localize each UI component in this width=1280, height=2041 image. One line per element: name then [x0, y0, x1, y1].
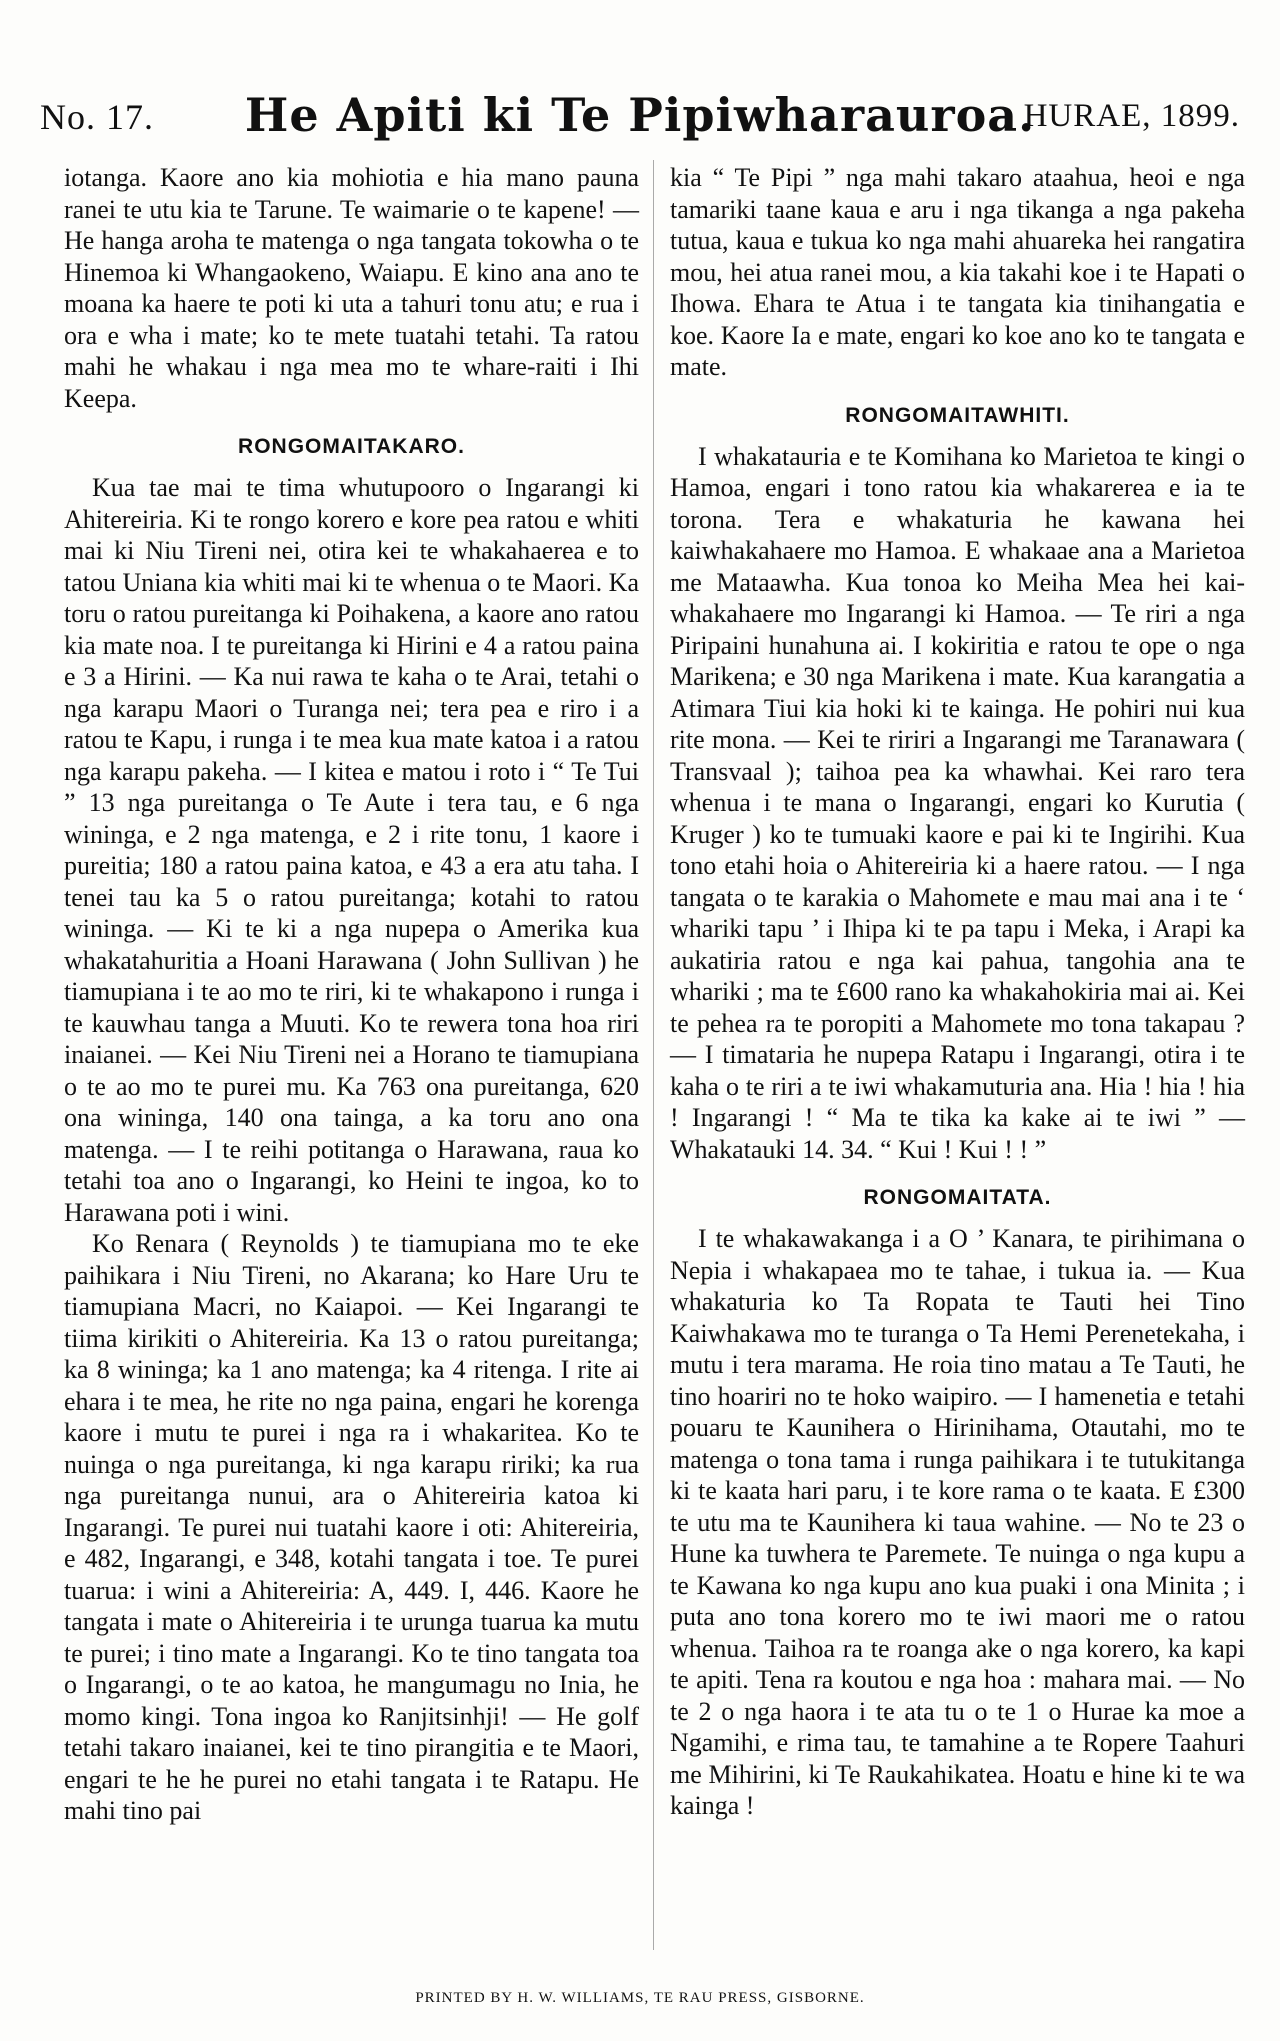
section-heading-rongomaitawhiti: RONGOMAITAWHITI.	[845, 403, 1070, 427]
issue-date: HURAE, 1899.	[1023, 98, 1240, 134]
right-column	[670, 162, 1245, 1820]
article-paragraph: Kua tae mai te tima whutupooro o Ingarangi ki Ahitereiria. Ki te rongo korero e kore pea ratou e whiti mai ki Niu Tireni nei, otira kei te whakahaerea e to tatou Uniana kia whiti mai ki te whenua o te Maori. Ka toru o ratou pureitanga ki Poihakena, a kaore ano ratou kia mate noa. I te pureitanga ki Hirini e 4 a ratou paina e 3 a Hirini. — Ka nui rawa te kaha o te Arai, tetahi o nga karapu Maori o Turanga nei; tera pea e riro i a ratou te Kapu, i runga i te mea kua mate katoa i a ratou nga karapu pakeha. — I kitea e matou i roto i “ Te Tui ” 13 nga pureitanga o Te Aute i tera tau, e 6 nga wininga, e 2 nga matenga, e 2 i rite tonu, 1 kaore i pureitia; 180 a ratou paina katoa, e 43 a era atu taha. I tenei tau ka 5 o ratou pureitanga; kotahi to ratou wininga. — Ki te ki a nga nupepa o Amerika kua whakatahuritia a Hoani Harawana ( John Sullivan ) he tiamupiana i te ao mo te riri, ki te whakapono i runga i te kauwhau tanga a Muuti. Ko te rewera tona hoa riri inaianei. — Kei Niu Tireni nei a Horano te tiamupiana o te ao mo te purei mu. Ka 763 ona pureitanga, 620 ona wininga, 140 ona tainga, a ka toru ano ona matenga. — I te reihi potitanga o Harawana, raua ko tetahi toa ano o Ingarangi, ko Heini te ingoa, ko to Harawana poti i wini.	[64, 473, 639, 1227]
newspaper-title: He Apiti ki Te Pipiwharauroa.	[244, 88, 1036, 142]
printer-imprint: PRINTED BY H. W. WILLIAMS, TE RAU PRESS, GISBORNE.	[415, 1990, 865, 2006]
masthead	[40, 88, 1240, 148]
section-heading-rongomaitakaro: RONGOMAITAKARO.	[238, 435, 465, 458]
article-paragraph: Ko Renara ( Reynolds ) te tiamupiana mo te eke paihikara i Niu Tireni, no Akarana; ko Hare Uru te tiamupiana Macri, no Kaiapoi. — Kei Ingarangi te tiima kirikiti o Ahitereiria. Ka 13 o ratou pureitanga; ka 8 wininga; ka 1 ano matenga; ka 4 ritenga. I rite ai ehara i te mea, he rite no nga paina, engari he korenga kaore i mutu te purei i nga ra i whakaritea. Ko te nuinga o nga pureitanga, ki nga karapu ririki; ka rua nga pureitanga nunui, ara o Ahitereiria katoa ki Ingarangi. Te purei nui tuatahi kaore i oti: Ahitereiria, e 482, Ingarangi, e 348, kotahi tangata i toe. Te purei tuarua: i wini a Ahitereiria: A, 449. I, 446. Kaore he tangata i mate o Ahitereiria i te urunga tuarua ka mutu te purei; i tino mate a Ingarangi. Ko te tino tangata toa o Ingarangi, o te ao katoa, he mangumagu no Inia, he momo kingi. Tona ingoa ko Ranjitsinhji! — He golf tetahi takaro inaianei, kei te tino pirangitia e te Maori, engari te he he purei no etahi tangata i te Ratapu. He mahi tino pai	[64, 1229, 639, 1825]
article-paragraph: iotanga. Kaore ano kia mohiotia e hia mano pauna ranei te utu kia te Tarune. Te waimarie o te kapene! — He hanga aroha te matenga o nga tangata tokowha o te Hinemoa ki Whangaokeno, Waiapu. E kino ana ano te moana ka haere te poti ki uta a tahuri tonu atu; e rua i ora e wha i mate; ko te mete tuatahi tetahi. Ta ratou mahi he whakau i nga mea mo te whare-raiti i Ihi Keepa.	[64, 163, 639, 413]
article-paragraph: kia “ Te Pipi ” nga mahi takaro ataahua, heoi e nga tamariki taane kaua e aru i nga tikanga a nga pakeha tutua, kaua e tukua ko nga mahi ahuareka hei rangatira mou, hei atua ranei mou, a kia takahi koe i te Hapati o Ihowa. Ehara te Atua i te tangata kia tinihangatia e koe. Kaore Ia e mate, engari ko koe ano ko te tangata e mate.	[670, 163, 1245, 381]
article-paragraph: I whakatauria e te Komihana ko Marietoa te kingi o Hamoa, engari i tono ratou kia whakarerea e ia te torona. Tera e whakaturia he kawana hei kaiwhakahaere mo Hamoa. E whakaae ana a Marietoa me Mataawha. Kua tonoa ko Meiha Mea hei kai-whakahaere mo Ingarangi ki Hamoa. — Te riri a nga Piripaini hunahuna ai. I kokiritia e ratou te ope o nga Marikena; e 30 nga Marikena i mate. Kua karangatia a Atimara Tiui kia hoki ki te kainga. He pohiri nui kua rite mona. — Kei te ririri a Ingarangi me Taranawara ( Transvaal ); taihoa pea ka whawhai. Kei raro tera whenua i te mana o Ingarangi, engari ko Kurutia ( Kruger ) ko te tumuaki kaore e pai ki te Ingirihi. Kua tono etahi hoia o Ahitereiria ki a haere ratou. — I nga tangata o te karakia o Mahomete e mau mai ana i te ‘ whariki tapu ’ i Ihipa ki te pa tapu i Meka, i Arapi ka aukatiria ratou e nga kai pahua, tangohia ana te whariki ; ma te £600 rano ka whakahokiria mai ai. Kei te pehea ra te poropiti a Mahomete mo tona takapau ? — I timataria he nupepa Ratapu i Ingarangi, otira i te kaha o te riri a te iwi whakamuturia ana. Hia ! hia ! hia ! Ingarangi ! “ Ma te tika ka kake ai te iwi ” — Whakatauki 14. 34. “ Kui ! Kui ! ! ”	[670, 441, 1245, 1164]
issue-number: No. 17.	[40, 97, 154, 137]
column-divider	[653, 160, 654, 1950]
article-paragraph: I te whakawakanga i a O ’ Kanara, te pirihimana o Nepia i whakapaea mo te tahae, i tukua ia. — Kua whakaturia ko Ta Ropata te Tauti hei Tino Kaiwhakawa mo te turanga o Ta Hemi Perenetekaha, i mutu i tera marama. He roia tino matau a Te Tauti, he tino hoariri no te hoko waipiro. — I hamenetia e tetahi pouaru te Kaunihera o Hirinihama, Otautahi, mo te matenga o tona tama i runga paihikara i te tutukitanga ki te kaata hari paru, i te kore rama o te kaata. E £300 te utu ma te Kaunihera ki taua wahine. — No te 23 o Hune ka tuwhera te Paremete. Te nuinga o nga kupu a te Kawana ko nga kupu ano kua puaki i ona Minita ; i puta ano tona korero mo te iwi maori me o ratou whenua. Taihoa ra te roanga ake o nga korero, ka kapi te apiti. Tena ra koutou e nga hoa : mahara mai. — No te 2 o nga haora i te ata tu o te 1 o Hurae ka moe a Ngamihi, e rima tau, te tamahine a te Ropere Taahuri me Mihirini, ki Te Raukahikatea. Hoatu e hine ki te wa kainga !	[670, 1224, 1245, 1820]
section-heading-rongomaitata: RONGOMAITATA.	[863, 1186, 1052, 1209]
left-column	[64, 162, 639, 1962]
